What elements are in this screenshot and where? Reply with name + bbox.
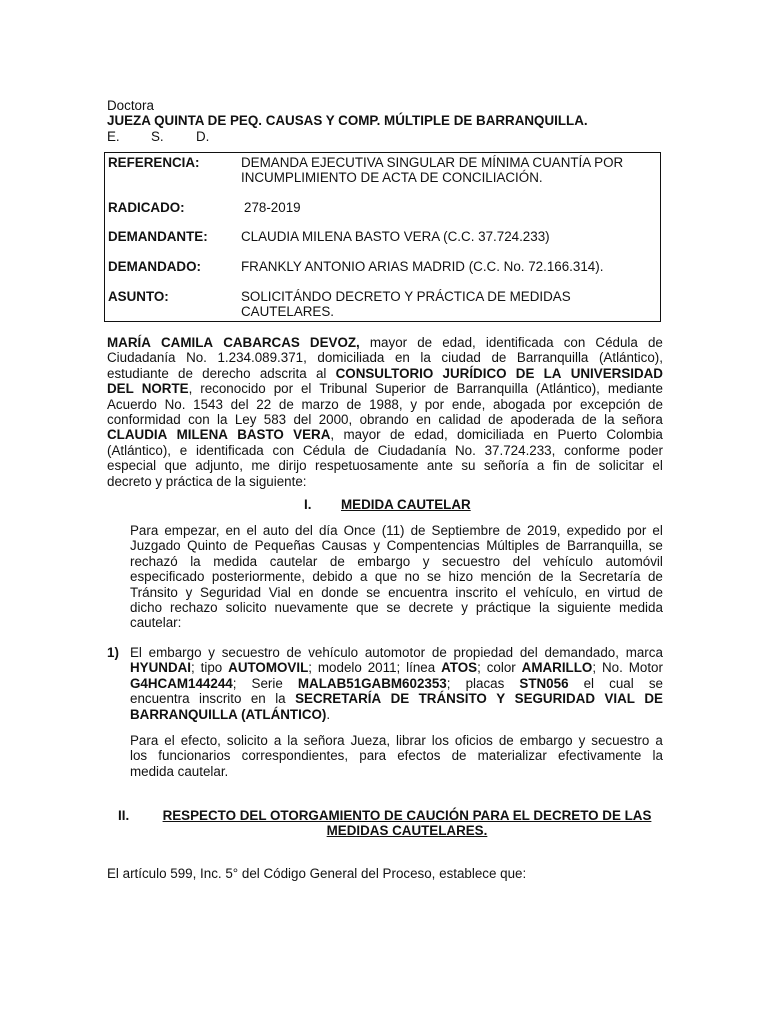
item-line: BARRANQUILLA (ATLÁNTICO).: [130, 706, 331, 722]
section2-title: [153, 808, 661, 838]
intro-line: especial que adjunto, me dirijo respetuosamente ante su señoría a fin de solicitar el: [107, 458, 663, 474]
section2-title-line1: RESPECTO DEL OTORGAMIENTO DE CAUCIÓN PARA EL DECRETO DE LAS: [162, 808, 652, 823]
demandado-label: DEMANDADO:: [108, 259, 201, 274]
para1-line: Para empezar, en el auto del día Once (11) de Septiembre de 2019, expedido por el: [130, 523, 663, 538]
para2-line: medida cautelar.: [130, 763, 229, 779]
intro-line: conformidad con la Ley 583 del 2000, obrando en calidad de apoderada de la señora: [107, 412, 663, 427]
reference-value-line2: INCUMPLIMIENTO DE ACTA DE CONCILIACIÓN.: [241, 170, 543, 185]
section1-numeral: I.: [304, 497, 312, 512]
intro-line: MARÍA CAMILA CABARCAS DEVOZ, mayor de edad, identificada con Cédula de: [107, 335, 663, 350]
para1-line: cautelar:: [130, 615, 182, 631]
item-line: G4HCAM144244; Serie MALAB51GABM602353; placas STN056 el cual se: [130, 675, 663, 691]
intro-line: CLAUDIA MILENA BASTO VERA, mayor de edad, domiciliada en Puerto Colombia: [107, 427, 663, 443]
demandante-label: DEMANDANTE:: [108, 229, 208, 244]
radicado-value: 278-2019: [244, 200, 301, 215]
asunto-value-line2: CAUTELARES.: [241, 304, 335, 319]
para1-line: rechazó la medida cautelar de embargo y secuestro del vehículo automóvil: [130, 553, 663, 569]
section2-numeral: II.: [118, 808, 130, 823]
closing-sentence: El artículo 599, Inc. 5° del Código General del Proceso, establece que:: [107, 866, 527, 881]
radicado-label: RADICADO:: [108, 200, 185, 215]
salutation: Doctora: [107, 98, 154, 113]
addressee: JUEZA QUINTA DE PEQ. CAUSAS Y COMP. MÚLTIPLE DE BARRANQUILLA.: [107, 113, 588, 128]
para2-line: los funcionarios correspondientes, para efectos de materializar efectivamente la: [130, 748, 663, 764]
esd-d: D.: [196, 129, 210, 144]
intro-line: Ciudadanía No. 1.234.089.371, domiciliada en la ciudad de Barranquilla (Atlántico),: [107, 350, 663, 366]
reference-box: [104, 152, 661, 322]
asunto-value-line1: SOLICITÁNDO DECRETO Y PRÁCTICA DE MEDIDAS: [241, 289, 571, 304]
para1-line: especificado posteriormente, debido a que no se hizo mención de la Secretaría de: [130, 569, 663, 585]
intro-line: decreto y práctica de la siguiente:: [107, 473, 307, 489]
intro-line: (Atlántico), e identificada con Cédula de Ciudadanía No. 37.724.233, conforme poder: [107, 442, 663, 458]
intro-line: DEL NORTE, reconocido por el Tribunal Superior de Barranquilla (Atlántico), mediante: [107, 381, 663, 397]
item-line: HYUNDAI; tipo AUTOMOVIL; modelo 2011; línea ATOS; color AMARILLO; No. Motor: [130, 660, 663, 676]
para1-line: dicho rechazo solicito nuevamente que se decrete y práctique la siguiente medida: [130, 600, 663, 615]
demandado-value: FRANKLY ANTONIO ARIAS MADRID (C.C. No. 72.166.314).: [241, 259, 604, 274]
demandante-value: CLAUDIA MILENA BASTO VERA (C.C. 37.724.233): [241, 229, 550, 244]
section1-title: MEDIDA CAUTELAR: [341, 497, 471, 512]
reference-label: REFERENCIA:: [108, 155, 200, 170]
item-line: encuentra inscrito en la SECRETARÍA DE TRÁNSITO Y SEGURIDAD VIAL DE: [130, 691, 663, 707]
intro-line: estudiante de derecho adscrita al CONSULTORIO JURÍDICO DE LA UNIVERSIDAD: [107, 365, 663, 381]
item-number: 1): [107, 645, 119, 660]
para1-line: Tránsito y Seguridad Vial en donde se encuentra inscrito el vehículo, en virtud de: [130, 584, 663, 600]
reference-value-line1: DEMANDA EJECUTIVA SINGULAR DE MÍNIMA CUANTÍA POR: [241, 155, 624, 170]
esd-e: E.: [107, 129, 120, 144]
intro-line: Acuerdo No. 1543 del 22 de marzo de 1988, y por ende, abogada por excepción de: [107, 396, 663, 412]
para2-line: Para el efecto, solicito a la señora Jueza, librar los oficios de embargo y secuestro a: [130, 733, 663, 748]
para1-line: Juzgado Quinto de Pequeñas Causas y Compentencias Múltiples de Barranquilla, se: [130, 538, 663, 554]
asunto-label: ASUNTO:: [108, 289, 169, 304]
section2-title-line2: MEDIDAS CAUTELARES.: [326, 823, 488, 838]
item-line: El embargo y secuestro de vehículo automotor de propiedad del demandado, marca: [130, 645, 663, 660]
esd-s: S.: [151, 129, 164, 144]
